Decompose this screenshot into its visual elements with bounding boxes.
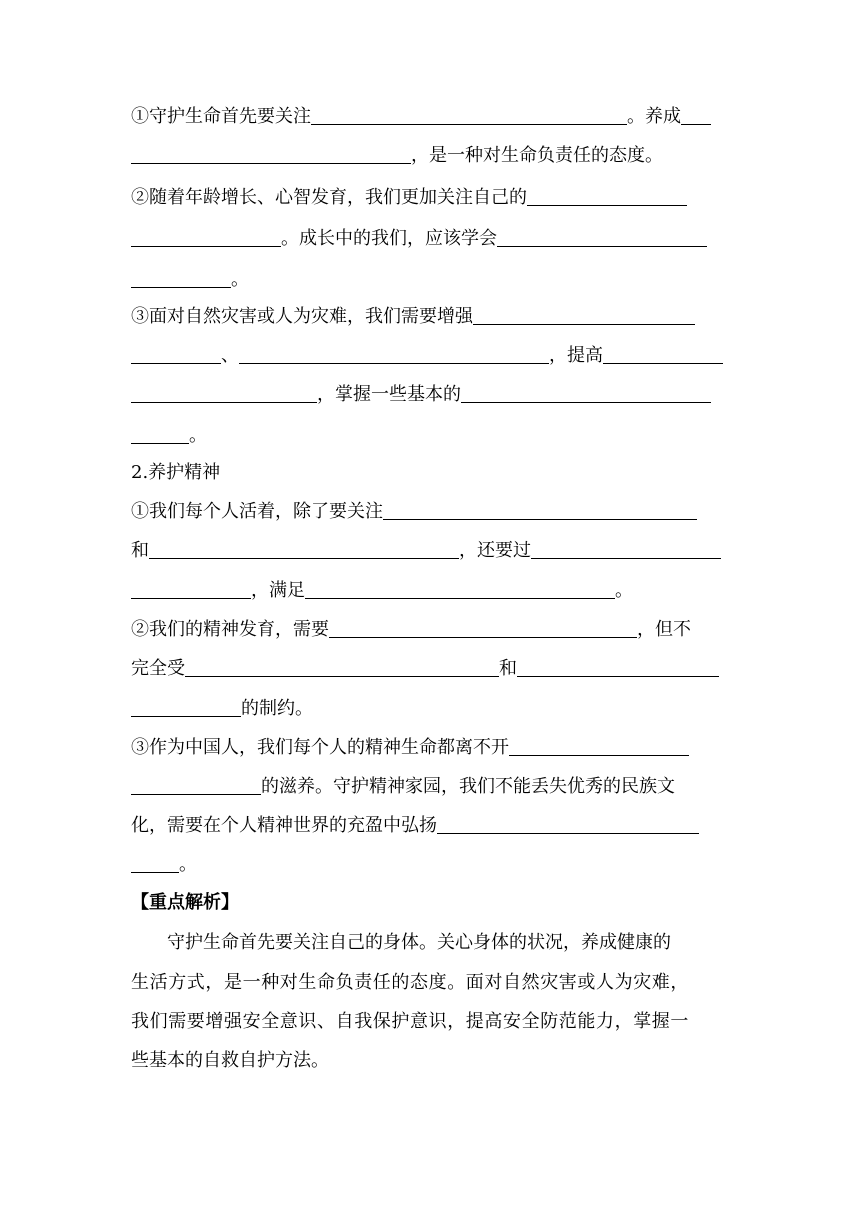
line-text: ②我们的精神发育，需要 [131,619,329,640]
line-text: 的制约。 [241,698,313,719]
answer-blank[interactable] [603,343,723,364]
line-text: 。养成 [627,106,681,127]
answer-blank[interactable] [131,774,261,795]
line-text: ②随着年龄增长、心智发育，我们更加关注自己的 [131,187,527,208]
answer-blank[interactable] [131,143,411,164]
line-text: ③面对自然灾害或人为灾难，我们需要增强 [131,306,473,327]
blank-line-10 [131,499,731,525]
blank-line-17 [131,774,731,800]
line-text: 的滋养。守护精神家园，我们不能丢失优秀的民族文 [261,776,675,797]
line-text: ，满足 [251,580,305,601]
blank-line-19 [131,852,731,878]
analysis-line-1: 守护生命首先要关注自己的身体。关心身体的状况，养成健康的 [167,932,671,953]
analysis-line-4: 些基本的自救自护方法。 [131,1050,329,1071]
line-text: 。 [231,269,249,290]
answer-blank[interactable] [461,382,711,403]
line-text: ①守护生命首先要关注 [131,106,311,127]
answer-blank[interactable] [131,343,221,364]
section-heading [131,460,731,486]
blank-line-13 [131,617,731,643]
answer-blank[interactable] [517,656,719,677]
answer-blank[interactable] [473,304,695,325]
line-text: 和 [131,540,149,561]
line-text: ③作为中国人，我们每个人的精神生命都离不开 [131,737,509,758]
blank-line-11 [131,538,731,564]
blank-line-15 [131,696,731,722]
line-text: 。成长中的我们，应该学会 [281,228,497,249]
blank-line-3 [131,185,731,211]
answer-blank[interactable] [239,343,549,364]
blank-line-18 [131,813,731,839]
analysis-heading: 【重点解析】 [131,892,239,913]
line-text: 。 [179,854,197,875]
answer-blank[interactable] [311,104,627,125]
analysis-line-2: 生活方式，是一种对生命负责任的态度。面对自然灾害或人为灾难， [131,972,689,993]
line-text: 。 [615,580,633,601]
blank-line-12 [131,578,731,604]
blank-line-5 [131,267,731,293]
blank-line-1 [131,104,731,130]
line-text: 化，需要在个人精神世界的充盈中弘扬 [131,815,437,836]
answer-blank[interactable] [437,813,699,834]
answer-blank[interactable] [305,578,615,599]
line-text: ，是一种对生命负责任的态度。 [411,145,663,166]
answer-blank[interactable] [383,499,697,520]
line-text: 和 [499,658,517,679]
answer-blank[interactable] [131,852,179,873]
blank-line-9 [131,423,731,449]
line-text: ①我们每个人活着，除了要关注 [131,501,383,522]
line-text: 、 [221,345,239,366]
blank-line-14 [131,656,731,682]
line-text: ，掌握一些基本的 [317,384,461,405]
answer-blank[interactable] [131,423,189,444]
blank-line-4 [131,226,731,252]
answer-blank[interactable] [131,382,317,403]
blank-line-6 [131,304,731,330]
blank-line-2 [131,143,731,169]
answer-blank[interactable] [497,226,707,247]
answer-blank[interactable] [131,267,231,288]
answer-blank[interactable] [329,617,637,638]
line-text: ，还要过 [459,540,531,561]
blank-line-7 [131,343,731,369]
blank-line-8 [131,382,731,408]
line-text: 。 [189,425,207,446]
answer-blank[interactable] [509,735,689,756]
answer-blank[interactable] [185,656,499,677]
analysis-line-3: 我们需要增强安全意识、自我保护意识，提高安全防范能力，掌握一 [131,1011,689,1032]
line-text: 完全受 [131,658,185,679]
answer-blank[interactable] [131,578,251,599]
answer-blank[interactable] [531,538,721,559]
answer-blank[interactable] [131,226,281,247]
line-text: 2.养护精神 [131,462,221,483]
answer-blank[interactable] [681,104,711,125]
line-text: ，但不 [637,619,691,640]
answer-blank[interactable] [149,538,459,559]
answer-blank[interactable] [527,185,687,206]
line-text: ，提高 [549,345,603,366]
answer-blank[interactable] [131,696,241,717]
blank-line-16 [131,735,731,761]
